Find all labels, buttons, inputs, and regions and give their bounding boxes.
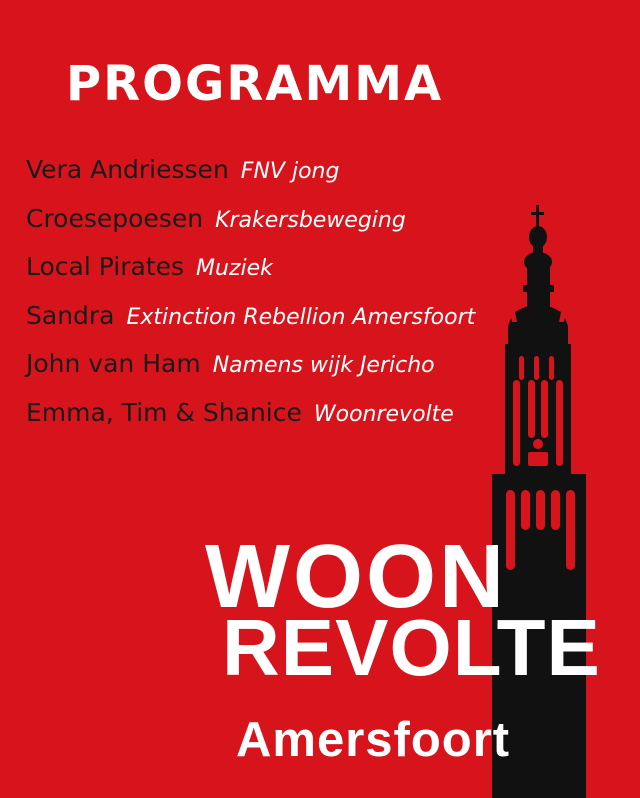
speaker-org: Krakersbeweging: [215, 207, 406, 233]
list-item: [26, 201, 475, 250]
speaker-name: Sandra: [26, 300, 115, 330]
speaker-name: John van Ham: [26, 349, 201, 378]
speaker-org: FNV jong: [240, 159, 340, 184]
list-item: [26, 346, 475, 395]
list-item: [26, 395, 475, 444]
list-item: [26, 298, 475, 347]
speaker-org: Muziek: [196, 256, 273, 281]
speaker-org: Extinction Rebellion Amersfoort: [126, 304, 476, 330]
list-item: [26, 249, 475, 298]
speaker-list: [26, 152, 475, 443]
speaker-name: Emma, Tim & Shanice: [26, 397, 302, 427]
list-item: [26, 152, 475, 201]
speaker-org: Namens wijk Jericho: [212, 353, 435, 378]
speaker-org: Woonrevolte: [313, 401, 454, 427]
speaker-name: Vera Andriessen: [26, 155, 229, 184]
city-name: Amersfoort: [236, 713, 511, 767]
speaker-name: Croesepoesen: [26, 203, 204, 233]
brand-title-line2: REVOLTE: [222, 603, 601, 692]
page-title: PROGRAMMA: [66, 56, 444, 112]
speaker-name: Local Pirates: [26, 252, 185, 281]
brand-title-line1: WOON: [205, 527, 507, 627]
